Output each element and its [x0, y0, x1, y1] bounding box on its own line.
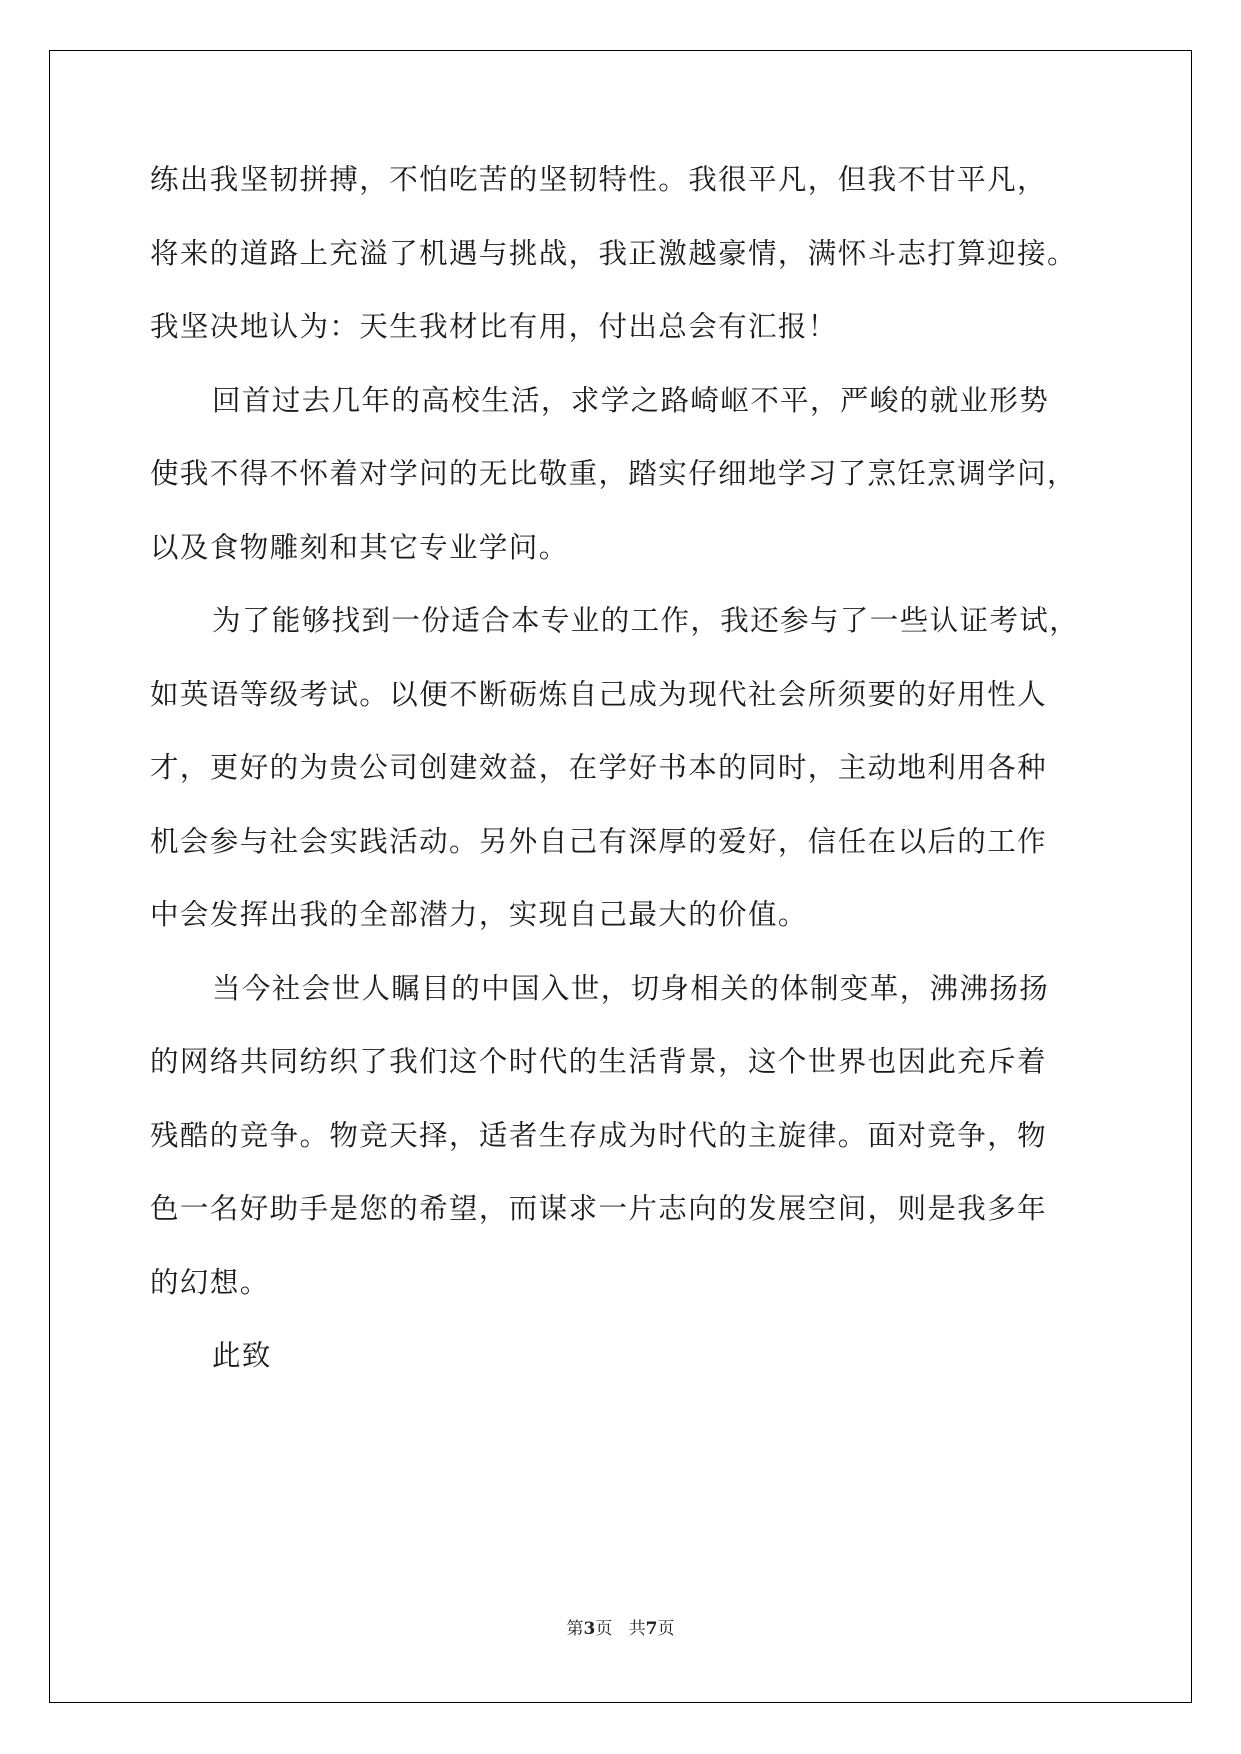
text-line: 如英语等级考试。以便不断砺炼自己成为现代社会所须要的好用性人	[150, 677, 1048, 711]
text-line: 以及食物雕刻和其它专业学问。	[150, 530, 569, 564]
total-suffix: 页	[657, 1619, 675, 1639]
current-page-number: 3	[583, 1619, 596, 1639]
page-number-label	[567, 1619, 613, 1639]
document-body	[150, 160, 1110, 1410]
text-line: 我坚决地认为：天生我材比有用，付出总会有汇报！	[150, 310, 838, 343]
text-line: 使我不得不怀着对学问的无比敬重，踏实仔细地学习了烹饪烹调学问，	[150, 457, 1077, 490]
text-line: 练出我坚韧拼搏，不怕吃苦的坚韧特性。我很平凡，但我不甘平凡，	[150, 163, 1048, 196]
total-page-number: 7	[645, 1619, 658, 1639]
text-line: 的网络共同纺织了我们这个时代的生活背景，这个世界也因此充斥着	[150, 1045, 1048, 1078]
total-pages-label	[629, 1619, 675, 1639]
page-prefix: 第	[566, 1619, 584, 1639]
text-line: 才，更好的为贵公司创建效益，在学好书本的同时，主动地利用各种	[150, 751, 1048, 784]
text-line: 的幻想。	[150, 1265, 270, 1299]
text-line: 将来的道路上充溢了机遇与挑战，我正激越豪情，满怀斗志打算迎接。	[150, 236, 1077, 270]
total-prefix: 共	[628, 1619, 646, 1639]
text-line: 色一名好助手是您的希望，而谋求一片志向的发展空间，则是我多年	[150, 1192, 1048, 1225]
paragraph-start-line: 为了能够找到一份适合本专业的工作，我还参与了一些认证考试，	[212, 604, 1080, 637]
closing-salutation: 此致	[212, 1339, 272, 1372]
text-line: 机会参与社会实践活动。另外自己有深厚的爱好，信任在以后的工作	[150, 824, 1048, 858]
paragraph-start-line: 回首过去几年的高校生活，求学之路崎岖不平，严峻的就业形势	[212, 383, 1050, 417]
text-line: 中会发挥出我的全部潜力，实现自己最大的价值。	[150, 898, 808, 931]
text-line: 残酷的竞争。物竞天择，适者生存成为时代的主旋律。面对竞争，物	[150, 1118, 1048, 1152]
page-suffix: 页	[595, 1619, 613, 1639]
page-footer	[0, 1614, 1241, 1639]
paragraph-start-line: 当今社会世人瞩目的中国入世，切身相关的体制变革，沸沸扬扬	[212, 971, 1050, 1005]
